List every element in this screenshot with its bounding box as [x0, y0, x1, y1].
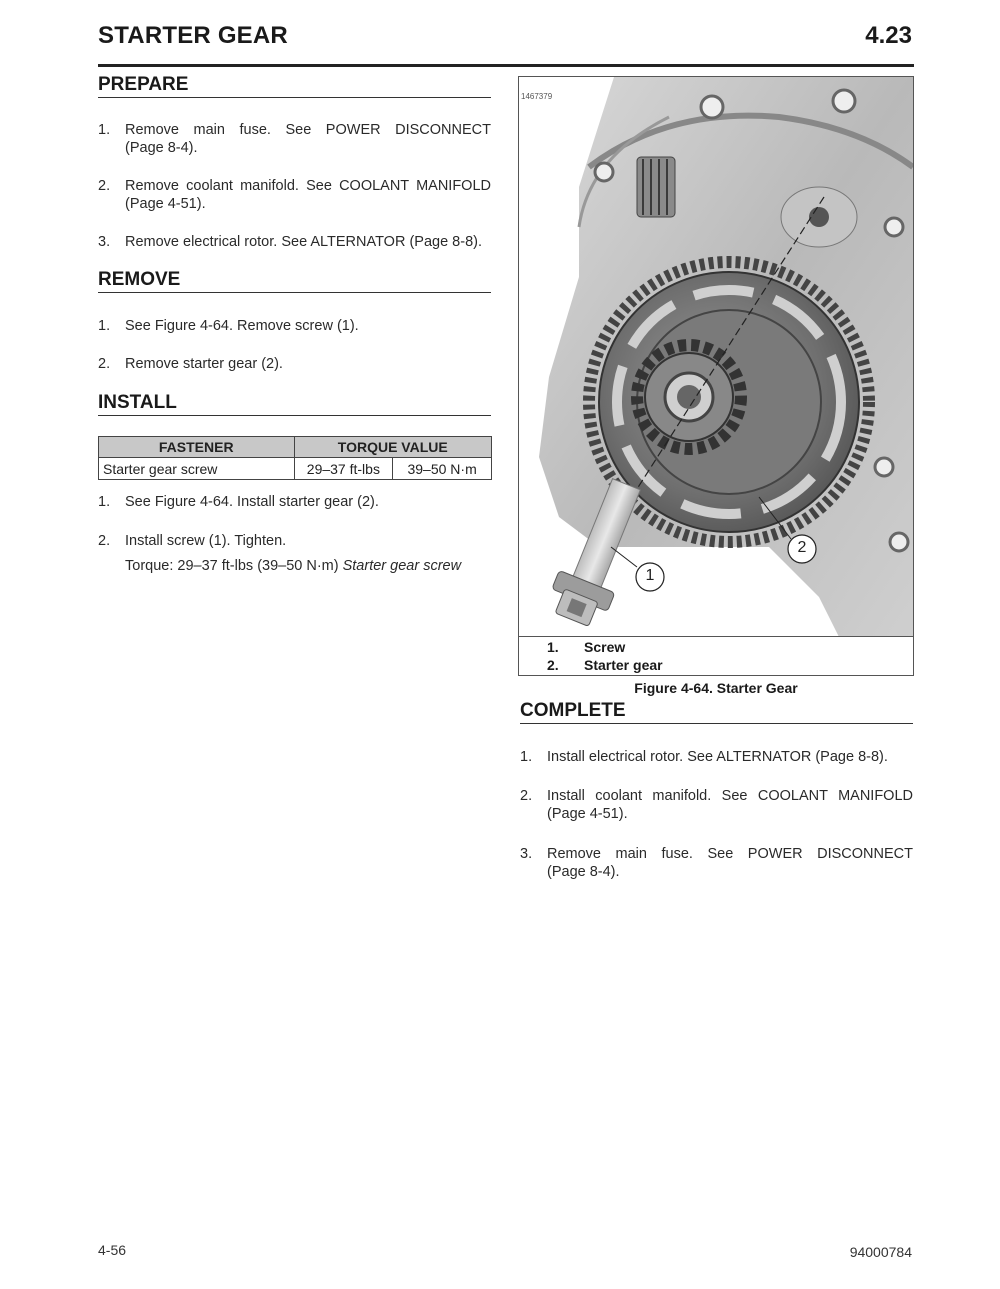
document-number: 94000784 — [849, 1244, 912, 1260]
step-text: Remove coolant manifold. See COOLANT MANIFOLD — [125, 178, 491, 194]
install-heading: INSTALL — [98, 392, 491, 416]
install-step-1 — [98, 493, 491, 511]
complete-step-1 — [520, 748, 913, 766]
table-row — [99, 458, 492, 480]
step-text: Remove starter gear (2). — [125, 356, 283, 372]
step-number: 1. — [520, 749, 533, 765]
callout-2-label: 2 — [797, 539, 807, 556]
legend-label: Starter gear — [584, 657, 663, 673]
figure-id: 1467379 — [521, 92, 553, 101]
complete-heading: COMPLETE — [520, 700, 913, 724]
torque-note-fastener: Starter gear screw — [342, 558, 462, 574]
torque-note-text: Torque: 29–37 ft-lbs (39–50 N·m) — [125, 558, 339, 574]
step-text-cont: (Page 4-51). — [125, 196, 206, 212]
prepare-step-3 — [98, 233, 491, 251]
step-text-cont: (Page 8-4). — [547, 864, 620, 880]
install-step-2 — [98, 532, 491, 550]
remove-heading: REMOVE — [98, 269, 491, 293]
torque-note — [125, 557, 495, 575]
page-title: STARTER GEAR — [98, 22, 288, 49]
header-rule — [98, 64, 914, 67]
step-number: 1. — [98, 494, 111, 510]
legend-divider — [518, 636, 914, 637]
step-number: 3. — [520, 846, 533, 862]
figure-caption: Figure 4-64. Starter Gear — [634, 680, 798, 696]
step-text: Remove electrical rotor. See ALTERNATOR (Page 8-8). — [125, 234, 482, 250]
prepare-heading: PREPARE — [98, 74, 491, 98]
torque-metric-cell: 39–50 N·m — [393, 458, 492, 480]
step-number: 1. — [98, 122, 111, 138]
torque-table — [98, 436, 492, 480]
section-number: 4.23 — [865, 22, 912, 49]
step-number: 3. — [98, 234, 111, 250]
step-text: Install screw (1). Tighten. — [125, 533, 287, 549]
fastener-cell: Starter gear screw — [99, 458, 295, 480]
column-header-torque: TORQUE VALUE — [294, 437, 491, 458]
column-header-fastener: FASTENER — [99, 437, 295, 458]
legend-item-1 — [547, 639, 625, 655]
step-number: 2. — [98, 533, 111, 549]
step-text-cont: (Page 8-4). — [125, 140, 198, 156]
callout-1-label: 1 — [645, 567, 655, 584]
prepare-step-2 — [98, 177, 491, 213]
step-text: Install coolant manifold. See COOLANT MANIFOLD — [547, 788, 913, 804]
step-text: Remove main fuse. See POWER DISCONNECT — [547, 846, 913, 862]
step-number: 1. — [98, 318, 111, 334]
complete-step-3 — [520, 845, 913, 881]
step-text: See Figure 4-64. Remove screw (1). — [125, 318, 359, 334]
legend-item-2 — [547, 657, 663, 673]
prepare-step-1 — [98, 121, 491, 157]
torque-imperial-cell: 29–37 ft-lbs — [294, 458, 393, 480]
step-number: 2. — [520, 788, 533, 804]
legend-number: 1. — [547, 639, 559, 655]
step-text-cont: (Page 4-51). — [547, 806, 628, 822]
step-text: See Figure 4-64. Install starter gear (2). — [125, 494, 379, 510]
step-number: 2. — [98, 356, 111, 372]
remove-step-2 — [98, 355, 491, 373]
legend-number: 2. — [547, 657, 559, 673]
legend-label: Screw — [584, 639, 626, 655]
step-text: Install electrical rotor. See ALTERNATOR (Page 8-8). — [547, 749, 888, 765]
step-text: Remove main fuse. See POWER DISCONNECT — [125, 122, 491, 138]
complete-step-2 — [520, 787, 913, 823]
step-number: 2. — [98, 178, 111, 194]
page-number: 4-56 — [98, 1242, 127, 1258]
remove-step-1 — [98, 317, 491, 335]
starter-gear-illustration — [519, 77, 913, 637]
